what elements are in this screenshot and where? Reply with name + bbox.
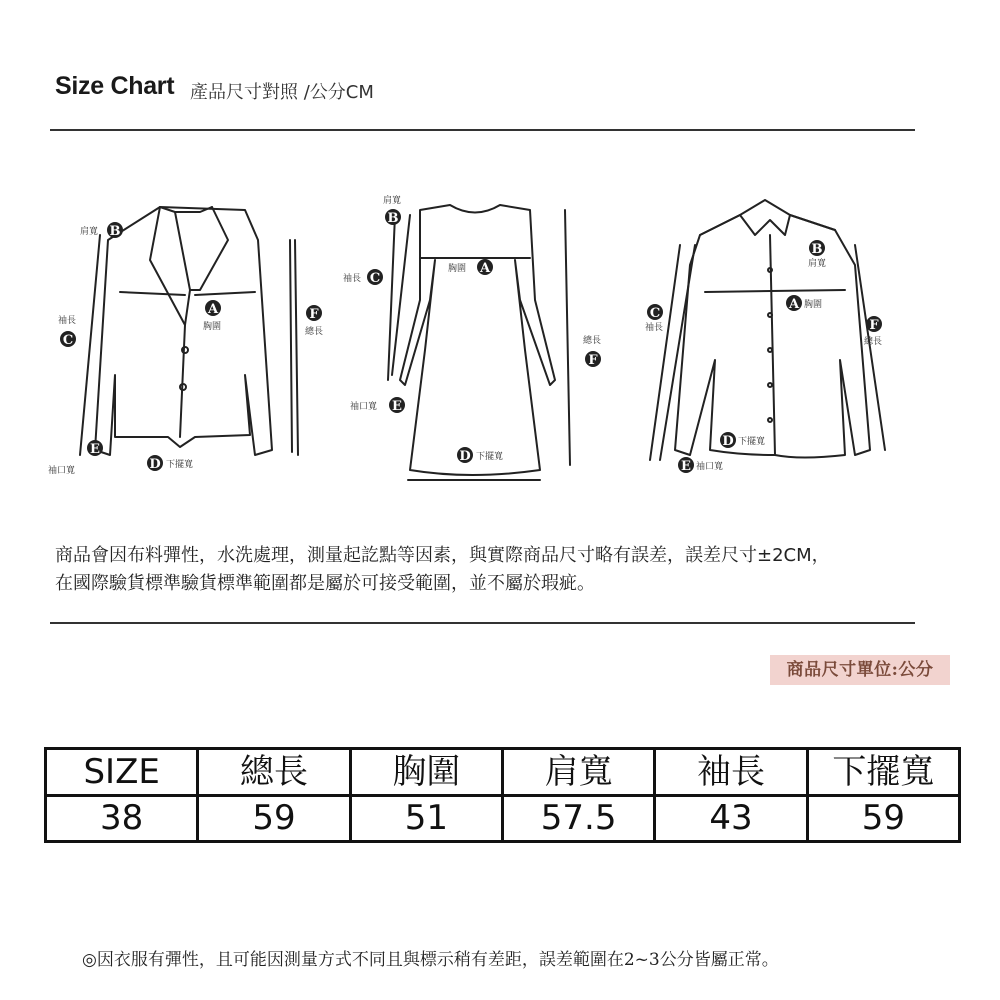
marker-c: C <box>649 306 661 321</box>
size-chart-title: Size Chart <box>55 72 175 100</box>
size-chart-subtitle: 產品尺寸對照 /公分CM <box>190 82 374 103</box>
unit-badge: 商品尺寸單位:公分 <box>770 655 950 685</box>
marker-e: E <box>392 399 402 414</box>
label-shoulder: 肩寬 <box>383 196 402 206</box>
cell-size: 38 <box>46 795 198 842</box>
blazer-diagram <box>80 207 298 455</box>
marker-a: A <box>479 261 491 276</box>
marker-d: D <box>149 457 161 472</box>
marker-f: F <box>588 353 598 368</box>
label-cuff: 袖口寬 <box>696 462 724 472</box>
label-cuff: 袖口寬 <box>350 402 378 412</box>
header-chest: 胸圍 <box>350 749 502 796</box>
label-sleeve: 袖長 <box>58 316 77 326</box>
label-length: 總長 <box>864 337 883 347</box>
label-hem: 下擺寬 <box>738 437 766 447</box>
marker-a: A <box>788 297 800 312</box>
size-table <box>44 747 961 843</box>
shirt-diagram <box>650 200 885 460</box>
disclaimer-line-2: 在國際驗貨標準驗貨標準範圍都是屬於可接受範圍，並不屬於瑕疵。 <box>55 573 595 594</box>
diagram-labels <box>48 194 882 476</box>
marker-b: B <box>387 211 399 226</box>
header-sleeve: 袖長 <box>655 749 807 796</box>
header-shoulder: 肩寬 <box>502 749 654 796</box>
label-shoulder: 肩寬 <box>80 227 99 237</box>
table-row <box>46 795 960 842</box>
marker-c: C <box>62 333 74 348</box>
label-shoulder: 肩寬 <box>808 259 827 269</box>
marker-f: F <box>309 307 319 322</box>
dress-diagram <box>388 205 570 480</box>
label-hem: 下擺寬 <box>476 452 504 462</box>
marker-c: C <box>369 271 381 286</box>
header-length: 總長 <box>198 749 350 796</box>
header-hem: 下擺寬 <box>807 749 959 796</box>
table-header-row <box>46 749 960 796</box>
disclaimer-line-1: 商品會因布料彈性，水洗處理，測量起訖點等因素，與實際商品尺寸略有誤差，誤差尺寸±2CM， <box>55 545 830 566</box>
cell-chest: 51 <box>350 795 502 842</box>
label-length: 總長 <box>583 336 602 346</box>
label-sleeve: 袖長 <box>645 323 664 333</box>
cell-hem: 59 <box>807 795 959 842</box>
footnote: ◎因衣服有彈性，且可能因測量方式不同且與標示稍有差距，誤差範圍在2~3公分皆屬正常。 <box>82 950 779 970</box>
marker-e: E <box>681 459 691 474</box>
marker-b: B <box>109 224 121 239</box>
label-length: 總長 <box>305 327 324 337</box>
marker-d: D <box>722 434 734 449</box>
marker-d: D <box>459 449 471 464</box>
label-chest: 胸圍 <box>203 322 222 332</box>
label-sleeve: 袖長 <box>343 274 362 284</box>
header-size: SIZE <box>46 749 198 796</box>
cell-length: 59 <box>198 795 350 842</box>
label-chest: 胸圍 <box>804 300 823 310</box>
marker-e: E <box>90 442 100 457</box>
label-hem: 下擺寬 <box>166 460 194 470</box>
cell-sleeve: 43 <box>655 795 807 842</box>
divider-bottom <box>50 622 915 624</box>
label-chest: 胸圍 <box>448 264 467 274</box>
marker-f: F <box>869 318 879 333</box>
marker-b: B <box>811 242 823 257</box>
marker-a: A <box>207 302 219 317</box>
cell-shoulder: 57.5 <box>502 795 654 842</box>
label-cuff: 袖口寬 <box>48 466 76 476</box>
